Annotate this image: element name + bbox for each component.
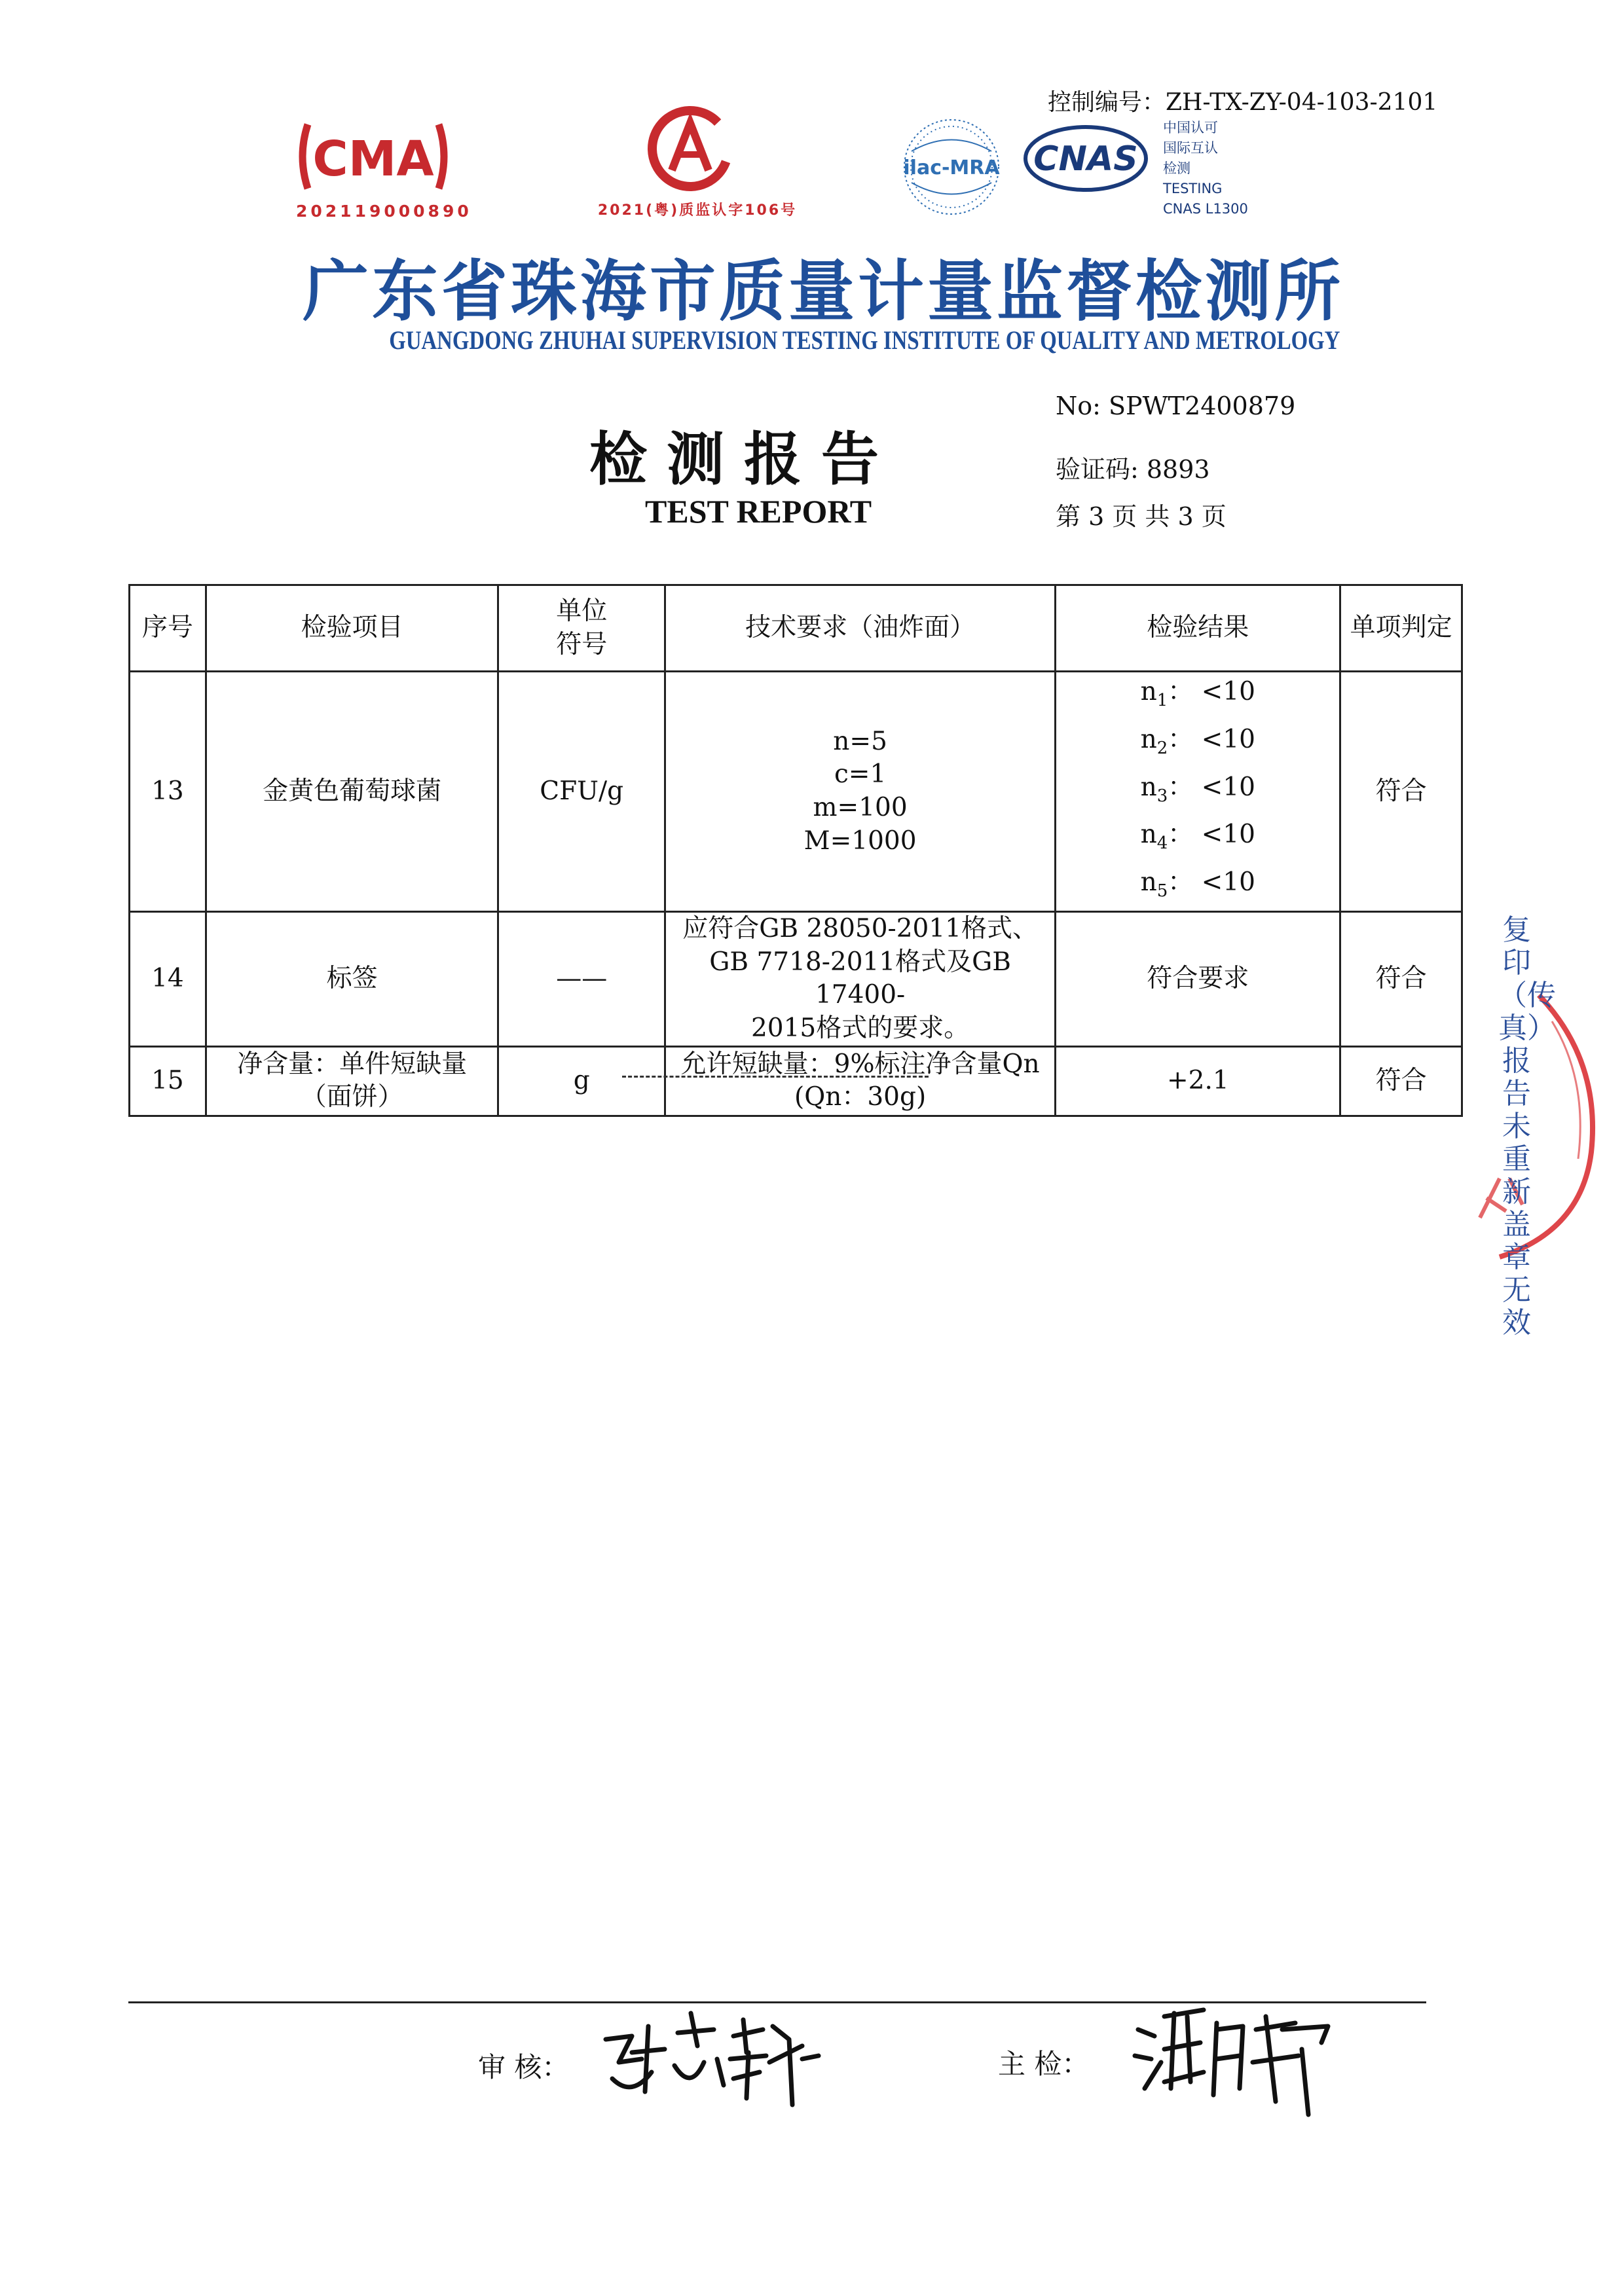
table-row (130, 672, 1462, 912)
sample-index: 1 (1156, 690, 1168, 710)
chief-inspector-label: 主 检： (998, 2048, 1090, 2080)
sample-index: 2 (1156, 738, 1168, 758)
sample-label: n (1140, 867, 1157, 898)
page-info: 第 3 页 共 3 页 (1056, 502, 1227, 531)
sample-index: 5 (1156, 881, 1168, 901)
ilac-mra-logo (898, 115, 1005, 219)
result-value: ： <10 (1168, 724, 1255, 754)
report-title-en: TEST REPORT (645, 493, 872, 530)
result-line (1060, 815, 1335, 863)
control-number: 控制编号：ZH-TX-ZY-04-103-2101 (1048, 89, 1438, 116)
requirement-line: c=1 (834, 759, 887, 790)
sample-label: n (1140, 677, 1157, 706)
cell-seq: 14 (130, 911, 206, 1046)
requirement-line: GB 7718-2011格式及GB 17400- (709, 947, 1011, 1010)
cell-seq: 13 (130, 672, 206, 912)
requirement-line: M=1000 (803, 826, 917, 856)
cma-certificate-number: 202119000890 (296, 202, 472, 221)
cma-logo-text: CMA (312, 131, 434, 187)
reviewer-label: 审 核： (478, 2051, 570, 2083)
institute-name-cn: 广东省珠海市质量计量监督检测所 (303, 253, 1344, 330)
reviewer-signature (593, 2000, 828, 2115)
test-results-table (128, 584, 1463, 1117)
cell-item: 标签 (206, 911, 498, 1046)
requirement-line: 2015格式的要求。 (750, 1013, 970, 1044)
end-of-report-line (622, 1076, 929, 1078)
sample-label: n (1140, 772, 1157, 802)
table-row (130, 1046, 1462, 1116)
requirement-line: m=100 (813, 792, 908, 822)
chief-inspector-signature (1125, 1990, 1341, 2121)
cell-unit: —— (498, 911, 665, 1046)
cell-judgment: 符合 (1340, 1046, 1462, 1116)
sample-label: n (1140, 820, 1157, 850)
sample-index: 4 (1156, 833, 1168, 854)
cell-seq: 15 (130, 1046, 206, 1116)
cell-requirement (665, 1046, 1055, 1116)
requirement-line: 应符合GB 28050-2011格式、 (682, 913, 1038, 943)
item-line: 净含量：单件短缺量 (237, 1049, 468, 1079)
result-line (1060, 768, 1335, 816)
cell-result: +2.1 (1056, 1046, 1340, 1116)
result-value: ： <10 (1168, 820, 1255, 850)
cell-requirement (665, 911, 1055, 1046)
sample-index: 3 (1156, 786, 1168, 806)
header-seq: 序号 (130, 585, 206, 672)
cell-judgment: 符合 (1340, 911, 1462, 1046)
verification-code: 验证码: 8893 (1056, 455, 1210, 484)
cell-requirement (665, 672, 1055, 912)
institute-name-en: GUANGDONG ZHUHAI SUPERVISION TESTING INSTITUTE OF QUALITY AND METROLOGY (389, 325, 1340, 355)
copy-invalid-note: 复印（传真）报告未重新盖章无效 (1498, 913, 1556, 1339)
cal-certificate-number: 2021(粤)质监认字106号 (597, 202, 798, 219)
cnas-accreditation-text (1163, 118, 1248, 219)
cnas-line: TESTING (1163, 181, 1223, 196)
requirement-line: n=5 (833, 726, 887, 756)
cell-unit: CFU/g (498, 672, 665, 912)
cell-item: 金黄色葡萄球菌 (206, 672, 498, 912)
cell-result (1056, 672, 1340, 912)
table-header-row (130, 585, 1462, 672)
cnas-logo (1022, 122, 1150, 195)
header-unit (498, 585, 665, 672)
ilac-mra-text: ilac-MRA (903, 156, 1000, 179)
header-judgment: 单项判定 (1340, 585, 1462, 672)
result-line (1060, 863, 1335, 911)
header-item: 检验项目 (206, 585, 498, 672)
item-line: （面饼） (301, 1082, 403, 1112)
report-title-cn: 检测报告 (589, 425, 899, 493)
header-unit-line2: 符号 (556, 629, 608, 659)
table-row (130, 911, 1462, 1046)
header-unit-line1: 单位 (556, 596, 608, 626)
result-value: ： <10 (1168, 677, 1255, 706)
result-line (1060, 720, 1335, 768)
cnas-line: 中国认可 (1163, 120, 1218, 136)
result-value: ： <10 (1168, 867, 1255, 898)
cell-judgment: 符合 (1340, 672, 1462, 912)
sample-label: n (1140, 724, 1157, 754)
cell-unit: g (498, 1046, 665, 1116)
cnas-line: 检测 (1163, 160, 1190, 176)
result-value: ： <10 (1168, 772, 1255, 802)
cell-result: 符合要求 (1056, 911, 1340, 1046)
cnas-logo-text: CNAS (1033, 139, 1138, 179)
cnas-line: 国际互认 (1163, 140, 1218, 156)
header-requirement: 技术要求（油炸面） (665, 585, 1055, 672)
requirement-line: 允许短缺量：9%标注净含量Qn (680, 1049, 1040, 1079)
cma-logo (295, 118, 452, 195)
result-line (1060, 672, 1335, 720)
requirement-line: (Qn：30g) (794, 1082, 927, 1112)
cell-item (206, 1046, 498, 1116)
cal-logo-text: CAL (690, 191, 691, 192)
cal-logo (634, 103, 747, 194)
cnas-line: CNAS L1300 (1163, 201, 1248, 217)
header-result: 检验结果 (1056, 585, 1340, 672)
report-number: No: SPWT2400879 (1056, 392, 1296, 420)
